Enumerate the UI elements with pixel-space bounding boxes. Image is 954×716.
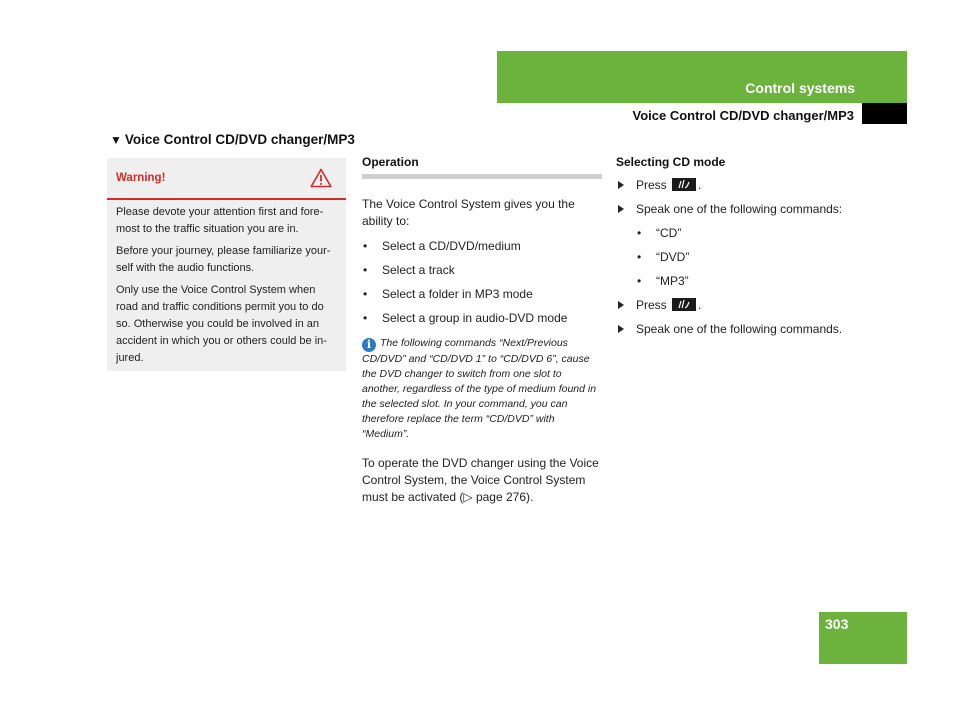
press-label: Press — [636, 178, 667, 192]
warning-paragraph: Before your journey, please familiarize your-self with the audio functions. — [116, 245, 331, 274]
operation-column — [362, 155, 602, 506]
press-label: Press — [636, 298, 667, 312]
warning-triangle-icon — [310, 168, 332, 193]
warning-paragraph: Only use the Voice Control System when road and traffic conditions permit you to do so. Otherwise you could be involved in an accident in which you or others could be in-jured. — [116, 284, 327, 364]
list-item: • Select a group in audio-DVD mode — [362, 310, 602, 326]
info-note-text: The following commands “Next/Previous CD/DVD” and “CD/DVD 1” to “CD/DVD 6”, cause the DVD changer to switch from one slot to another, regardless of the type of medium found in the selected slot. In your command, you can therefore replace the term “CD/DVD” with “Medium”. — [362, 337, 597, 440]
warning-label: Warning! — [116, 172, 166, 184]
info-icon: i — [362, 338, 376, 352]
voice-control-button-icon — [672, 178, 696, 191]
warning-header — [107, 158, 346, 200]
command-item: • “DVD” — [616, 249, 876, 265]
cd-mode-steps — [616, 177, 876, 337]
operation-outro: To operate the DVD changer using the Voice Control System, the Voice Control System must be activated (▷ page 276). — [362, 456, 599, 504]
list-item: • Select a folder in MP3 mode — [362, 286, 602, 302]
step-speak: Speak one of the following commands. — [616, 321, 876, 337]
press-period: . — [698, 178, 702, 192]
operation-intro: The Voice Control System gives you the ability to: — [362, 197, 575, 228]
list-item: • Select a CD/DVD/medium — [362, 238, 602, 254]
list-item: • Select a track — [362, 262, 602, 278]
step-speak: Speak one of the following commands: — [616, 201, 876, 217]
cd-mode-heading: Selecting CD mode — [616, 155, 726, 169]
step-press — [616, 297, 876, 313]
section-title — [110, 132, 355, 147]
header-tab-marker — [862, 103, 907, 124]
warning-paragraph: Please devote your attention first and fore-most to the traffic situation you are in. — [116, 206, 324, 235]
step-press — [616, 177, 876, 193]
header-subtitle: Voice Control CD/DVD changer/MP3 — [632, 108, 854, 123]
header-title: Control systems — [745, 80, 855, 96]
page-number-box — [819, 612, 907, 664]
page-number: 303 — [825, 616, 849, 632]
operation-list — [362, 238, 602, 326]
press-period: . — [698, 298, 702, 312]
warning-box — [107, 158, 346, 371]
voice-control-button-icon — [672, 298, 696, 311]
cd-mode-column — [616, 155, 876, 345]
command-item: • “MP3” — [616, 273, 876, 289]
warning-body — [107, 200, 346, 367]
triangle-down-icon: ▼ — [110, 133, 122, 147]
command-item: • “CD” — [616, 225, 876, 241]
section-title-text: Voice Control CD/DVD changer/MP3 — [124, 132, 355, 147]
operation-heading: Operation — [362, 155, 602, 179]
header-bar — [497, 51, 907, 103]
info-note — [362, 336, 602, 442]
